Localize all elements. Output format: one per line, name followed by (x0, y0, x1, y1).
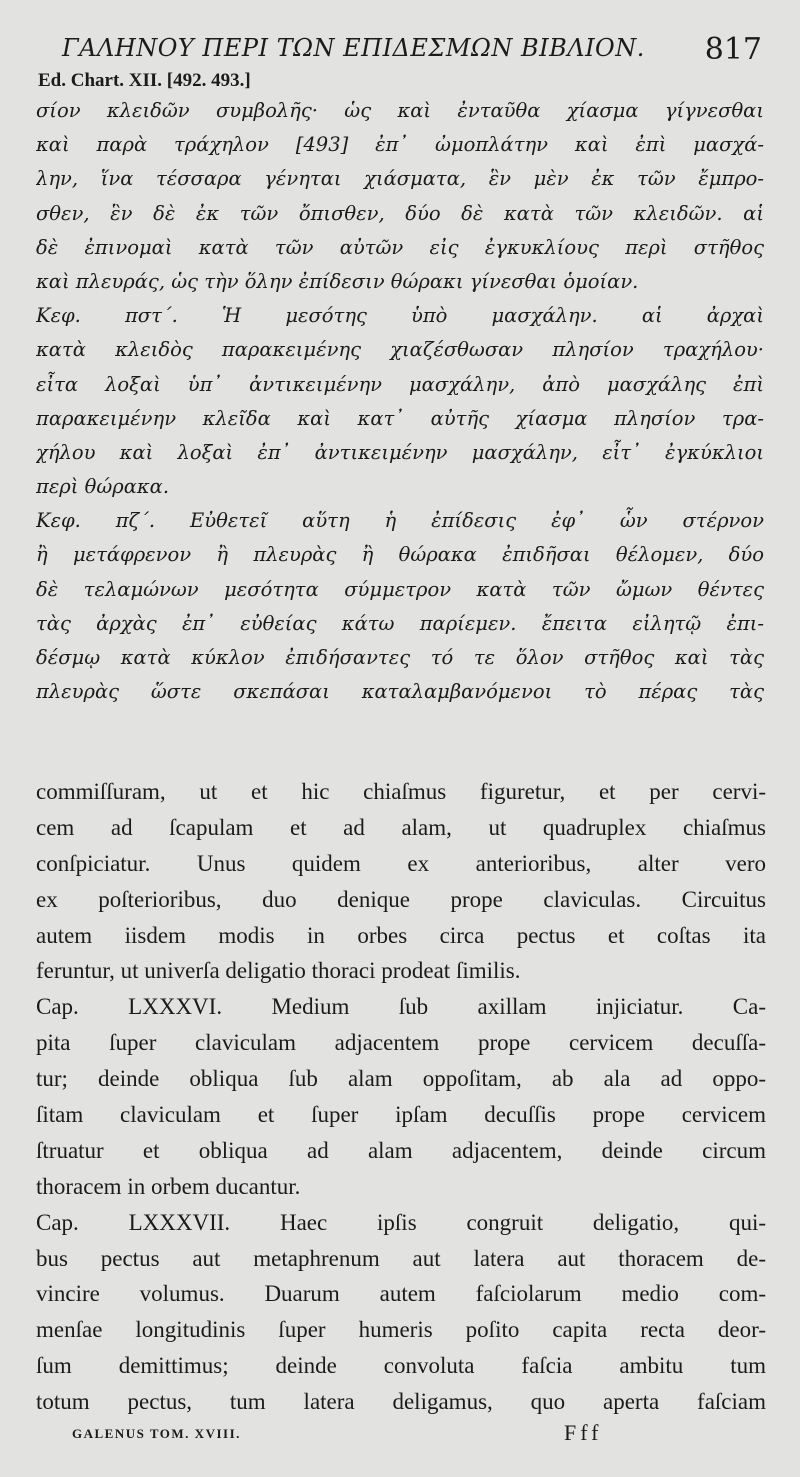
text-line: παρακειμένην κλεῖδα καὶ κατ᾽ αὐτῆς χίασμα πλησίον τρα- (36, 406, 764, 430)
text-line: autem iisdem modis in orbes circa pectus et coſtas ita (36, 922, 766, 948)
text-line: περὶ θώρακα. (36, 475, 170, 499)
text-line: ſum demittimus; deinde convoluta faſcia ambitu tum (36, 1353, 766, 1379)
text-line: menſae longitudinis ſuper humeris poſito capita recta deor- (36, 1317, 766, 1343)
text-line: ſtruatur et obliqua ad alam adjacentem, deinde circum (36, 1137, 766, 1163)
text-line: καὶ πλευράς, ὡς τὴν ὅλην ἐπίδεσιν θώρακι γίνεσθαι ὁμοίαν. (36, 269, 639, 293)
text-line: conſpiciatur. Unus quidem ex anterioribus, alter vero (36, 850, 766, 876)
text-line: τὰς ἀρχὰς ἐπ᾽ εὐθείας κάτω παρίεμεν. ἔπειτα εἰλητῷ ἐπι- (36, 611, 764, 635)
text-line: σθεν, ἓν δὲ ἐκ τῶν ὄπισθεν, δύο δὲ κατὰ τῶν κλειδῶν. αἱ (36, 201, 764, 225)
text-line: δὲ ἐπινομαὶ κατὰ τῶν αὐτῶν εἰς ἐγκυκλίους περὶ στῆθος (36, 235, 764, 259)
text-line: cem ad ſcapulam et ad alam, ut quadruplex chiaſmus (36, 814, 766, 840)
text-line: Cap. LXXXVII. Haec ipſis congruit deligatio, qui- (36, 1209, 766, 1235)
page-number: 817 (704, 32, 762, 67)
text-line: tur; deinde obliqua ſub alam oppoſitam, ab ala ad oppo- (36, 1066, 766, 1092)
text-line: Κεφ. πζ΄. Εὐθετεῖ αὕτη ἡ ἐπίδεσις ἐφ᾽ ὧν στέρνον (36, 509, 764, 533)
text-line: ſitam claviculam et ſuper ipſam decuſſis prope cervicem (36, 1102, 766, 1128)
text-line: totum pectus, tum latera deligamus, quo aperta faſciam (36, 1389, 766, 1415)
text-line: εἶτα λοξαὶ ὑπ᾽ ἀντικειμένην μασχάλην, ἀπὸ μασχάλης ἐπὶ (36, 372, 764, 396)
text-line: χήλου καὶ λοξαὶ ἐπ᾽ ἀντικειμένην μασχάλην, εἶτ᾽ ἐγκύκλιοι (36, 440, 764, 464)
running-title: ΓΑΛΗΝΟΥ ΠΕΡΙ ΤΩΝ ΕΠΙΔΕΣΜΩΝ ΒΙΒΛΙΟΝ. (62, 34, 645, 62)
text-line: Κεφ. πστ΄. Ἡ μεσότης ὑπὸ μασχάλην. αἱ ἀρχαὶ (36, 304, 764, 328)
text-line: ἢ μετάφρενον ἢ πλευρὰς ἢ θώρακα ἐπιδῆσαι θέλομεν, δύο (36, 543, 764, 567)
page-footer (36, 1420, 764, 1450)
text-line: vincire volumus. Duarum autem faſciolarum medio com- (36, 1281, 766, 1307)
text-line: δέσμῳ κατὰ κύκλον ἐπιδήσαντες τό τε ὅλον στῆθος καὶ τὰς (36, 646, 764, 669)
text-line: κατὰ κλειδὸς παρακειμένης χιαζέσθωσαν πλησίον τραχήλου· (36, 338, 764, 362)
text-line: Cap. LXXXVI. Medium ſub axillam injiciatur. Ca- (36, 994, 766, 1020)
latin-text-block (36, 774, 766, 1420)
text-line: commiſſuram, ut et hic chiaſmus figuretur, et per cervi- (36, 779, 766, 804)
edition-reference: Ed. Chart. XII. [492. 493.] (38, 70, 251, 91)
text-line: ex poſterioribus, duo denique prope claviculas. Circuitus (36, 886, 766, 912)
text-line: λην, ἵνα τέσσαρα γένηται χιάσματα, ἓν μὲν ἐκ τῶν ἔμπρο- (36, 167, 764, 191)
running-head (30, 28, 770, 68)
text-line: δὲ τελαμώνων μεσότητα σύμμετρον κατὰ τῶν ὤμων θέντες (36, 577, 764, 601)
volume-reference: GALENUS TOM. XVIII. (72, 1426, 241, 1441)
printer-signature: Fff (564, 1420, 603, 1445)
greek-text-block (36, 94, 764, 709)
text-line: καὶ παρὰ τράχηλον [493] ἐπ᾽ ὠμοπλάτην καὶ ἐπὶ μασχά- (36, 133, 764, 157)
text-line: feruntur, ut univerſa deligatio thoraci prodeat ſimilis. (36, 958, 521, 984)
text-line: thoracem in orbem ducantur. (36, 1173, 301, 1199)
text-line: pita ſuper claviculam adjacentem prope cervicem decuſſa- (36, 1030, 766, 1056)
text-line: σίον κλειδῶν συμβολῆς· ὡς καὶ ἐνταῦθα χίασμα γίγνεσθαι (36, 99, 764, 122)
text-line: bus pectus aut metaphrenum aut latera aut thoracem de- (36, 1245, 766, 1271)
text-line: πλευρὰς ὥστε σκεπάσαι καταλαμβανόμενοι τὸ πέρας τὰς (36, 680, 764, 704)
